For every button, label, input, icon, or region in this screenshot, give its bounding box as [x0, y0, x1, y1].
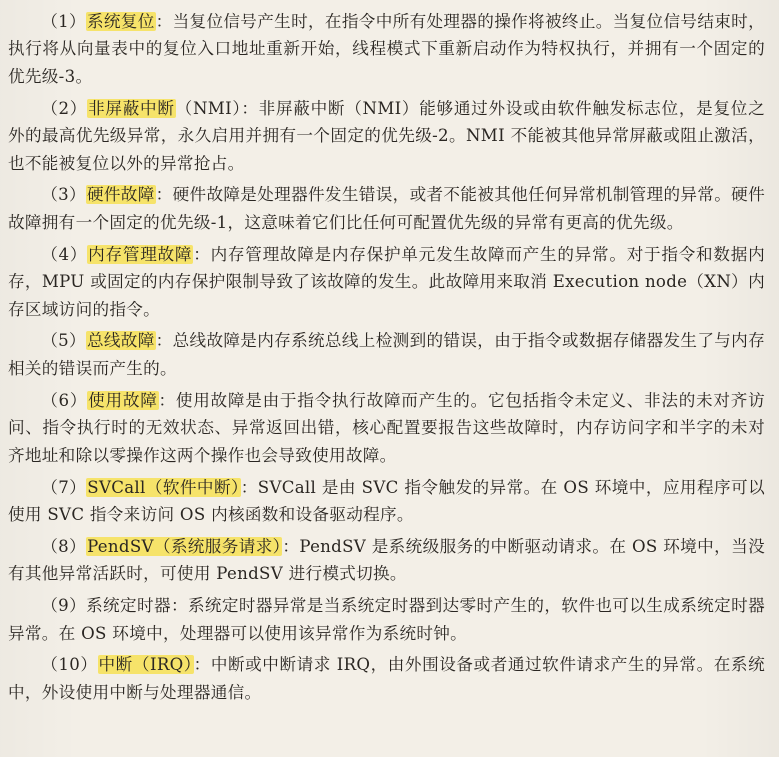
paragraph-bus-fault — [8, 327, 765, 382]
item-number: （3） — [41, 185, 86, 205]
term-highlight: 总线故障 — [86, 331, 155, 351]
term-rest: （NMI）： — [175, 98, 259, 118]
term-colon: ： — [155, 331, 173, 351]
term-colon: ： — [193, 655, 211, 675]
paragraph-system-reset — [8, 8, 765, 90]
paragraph-nmi — [8, 95, 765, 177]
term-colon: ： — [240, 477, 258, 497]
item-number: （7） — [41, 477, 87, 497]
paragraph-body: PendSV 是系统级服务的中断驱动请求。在 OS 环境中，当没有其他异常活跃时，可使用 PendSV 进行模式切换。 — [8, 536, 765, 584]
paragraph-body: 中断或中断请求 IRQ，由外围设备或者通过软件请求产生的异常。在系统中，外设使用中断与处理器通信。 — [8, 655, 765, 702]
term-colon: ： — [282, 536, 300, 556]
term-highlight: PendSV（系统服务请求） — [87, 536, 282, 556]
item-number: （4） — [41, 244, 88, 264]
paragraph-pendsv — [8, 533, 765, 588]
term-highlight: 中断（IRQ） — [98, 655, 193, 675]
paragraph-body: 使用故障是由于指令执行故障而产生的。它包括指令未定义、非法的未对齐访问、指令执行时的无效状态、异常返回出错，核心配置要报告这些故障时，内存访问字和半字的未对齐地址和除以零操作这两个操作也会导致使用故障。 — [8, 390, 765, 465]
item-number: （5） — [41, 331, 86, 351]
item-number: （9） — [41, 596, 87, 616]
term-highlight: 系统复位 — [86, 12, 155, 31]
paragraph-body: 非屏蔽中断（NMI）能够通过外设或由软件触发标志位，是复位之外的最高优先级异常，永久启用并拥有一个固定的优先级-2。NMI 不能被其他异常屏蔽或阻止激活，也不能被复位以外的异常抢占。 — [8, 98, 765, 173]
paragraph-svcall — [8, 474, 765, 529]
term-highlight: 硬件故障 — [86, 185, 155, 205]
paragraph-memory-fault — [8, 241, 765, 323]
paragraph-body: 总线故障是内存系统总线上检测到的错误，由于指令或数据存储器发生了与内存相关的错误而产生的。 — [8, 331, 765, 378]
item-number: （1） — [41, 12, 86, 31]
item-number: （2） — [41, 98, 88, 118]
paragraph-irq — [8, 651, 765, 706]
paragraph-body: SVCall 是由 SVC 指令触发的异常。在 OS 环境中，应用程序可以使用 SVC 指令来访问 OS 内核函数和设备驱动程序。 — [8, 477, 765, 524]
paragraph-body: 系统定时器异常是当系统定时器到达零时产生的，软件也可以生成系统定时器异常。在 OS 环境中，处理器可以使用该异常作为系统时钟。 — [8, 596, 765, 643]
paragraph-hard-fault — [8, 181, 765, 236]
term-plain: 系统定时器： — [86, 596, 188, 616]
paragraph-body: 当复位信号产生时，在指令中所有处理器的操作将被终止。当复位信号结束时，执行将从向量表中的复位入口地址重新开始，线程模式下重新启动作为特权执行，并拥有一个固定的优先级-3。 — [8, 12, 765, 86]
paragraph-systick — [8, 592, 765, 647]
paragraph-body: 硬件故障是处理器件发生错误，或者不能被其他任何异常机制管理的异常。硬件故障拥有一个固定的优先级-1，这意味着它们比任何可配置优先级的异常有更高的优先级。 — [8, 185, 765, 232]
paragraph-body: 内存管理故障是内存保护单元发生故障而产生的异常。对于指令和数据内存，MPU 或固定的内存保护限制导致了该故障的发生。此故障用来取消 Execution node（XN）内存区域访问的指令。 — [8, 244, 765, 319]
term-colon: ： — [155, 185, 173, 205]
term-highlight: 内存管理故障 — [88, 244, 193, 264]
item-number: （6） — [41, 390, 88, 410]
term-colon: ： — [158, 390, 176, 410]
term-colon: ： — [193, 244, 211, 264]
item-number: （10） — [41, 655, 98, 675]
term-colon: ： — [155, 12, 173, 31]
term-highlight: SVCall（软件中断） — [87, 477, 240, 497]
term-highlight: 使用故障 — [88, 390, 158, 410]
term-highlight: 非屏蔽中断 — [88, 98, 175, 118]
paragraph-usage-fault — [8, 387, 765, 469]
item-number: （8） — [41, 536, 87, 556]
